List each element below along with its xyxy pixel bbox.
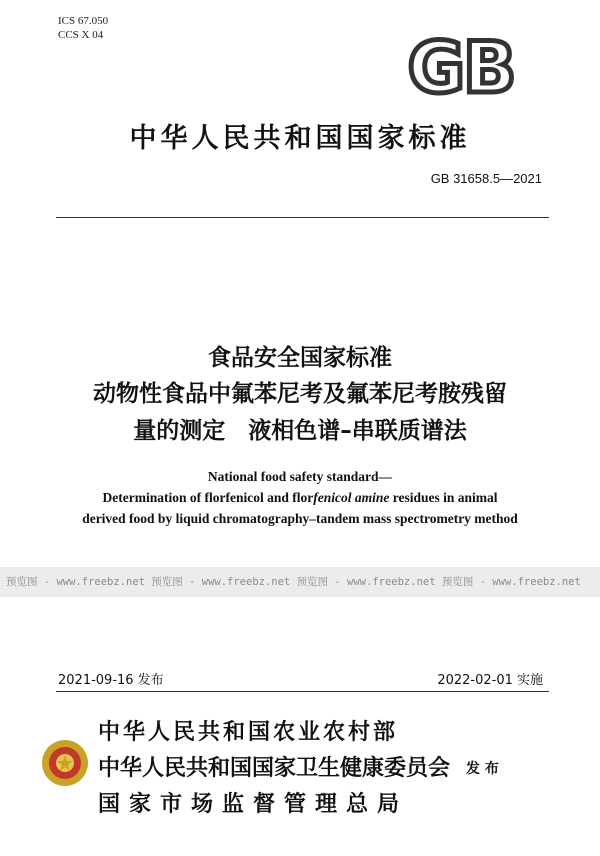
national-emblem-icon: [40, 738, 90, 788]
title-en-line-1: National food safety standard—: [207, 469, 393, 484]
ics-code: ICS 67.050: [58, 15, 109, 27]
title-cn-line-2: 动物性食品中氟苯尼考及氟苯尼考胺残留: [93, 381, 507, 407]
standard-number: GB 31658.5—2021: [430, 171, 542, 186]
top-divider: [56, 217, 549, 218]
gb-logo: [402, 32, 520, 98]
issuer-ministry-agriculture: 中华人民共和国农业农村部: [98, 719, 399, 745]
issue-date: 2021-09-16 发布: [58, 673, 164, 688]
issuer-health-commission: 中华人民共和国国家卫生健康委员会: [98, 755, 451, 781]
title-en-line-2-start: Determination of florfenicol and flor: [102, 490, 314, 505]
standard-title-cn: 中华人民共和国国家标准: [129, 123, 471, 154]
ccs-code: CCS X 04: [58, 29, 104, 41]
title-en-line-2: [0, 487, 600, 508]
gb-logo-text: GB: [407, 32, 515, 98]
title-en-line-3: derived food by liquid chromatography–tandem mass spectrometry method: [82, 511, 518, 526]
issuer-market-regulation: 国家市场监督管理总局: [98, 791, 409, 817]
title-en-line-2-end: residues in animal: [389, 490, 498, 505]
classification-codes: [58, 14, 108, 42]
title-en-line-2-italic: fenicol amine: [313, 490, 390, 505]
preview-watermark-band: 预览图 - www.freebz.net 预览图 - www.freebz.net 预览图 - www.freebz.net 预览图 - www.freebz.net: [0, 567, 600, 597]
title-en: [0, 466, 600, 529]
title-cn-line-3: 量的测定 液相色谱–串联质谱法: [133, 418, 467, 444]
bottom-divider: [56, 691, 549, 692]
title-cn-line-1: 食品安全国家标准: [208, 345, 392, 371]
implementation-date: 2022-02-01 实施: [437, 673, 543, 688]
publish-label: 发 布: [466, 761, 499, 777]
